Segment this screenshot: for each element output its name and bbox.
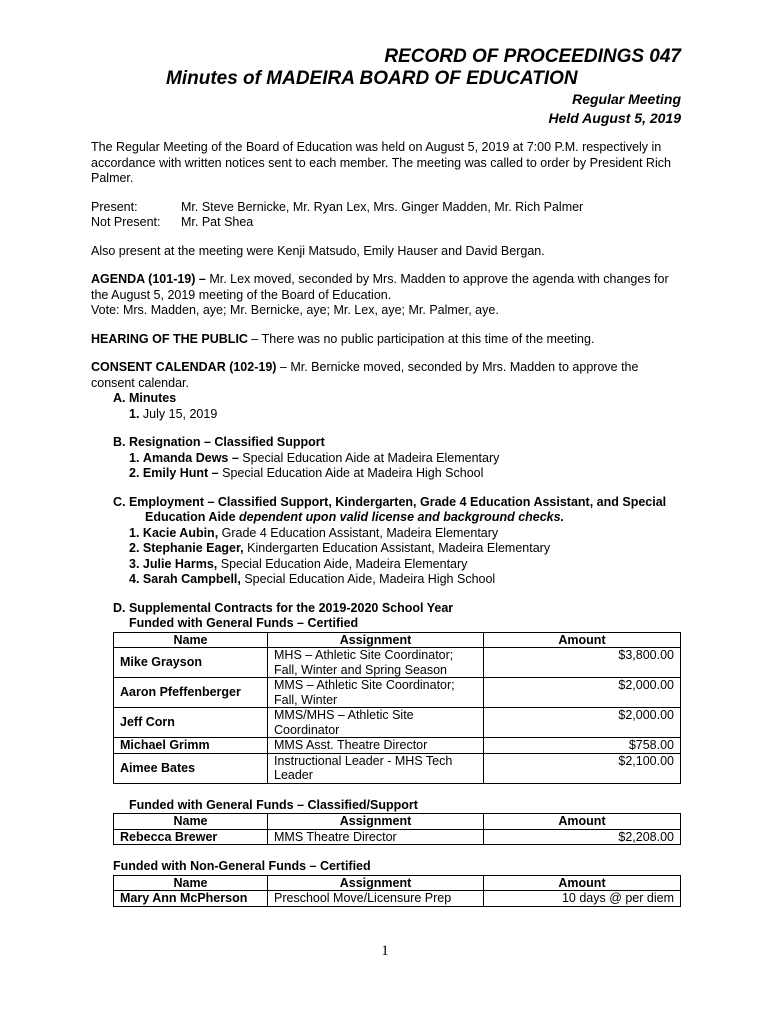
col-assignment-header: Assignment bbox=[268, 632, 484, 648]
group1-title: Funded with General Funds – Certified bbox=[129, 616, 359, 630]
cell-name: Aaron Pfeffenberger bbox=[114, 678, 268, 708]
intro-paragraph: The Regular Meeting of the Board of Education was held on August 5, 2019 at 7:00 P.M. respectively in accordance with written notices sent to each member. The meeting was called to order by President Rich Palmer. bbox=[91, 140, 671, 185]
item-desc: Grade 4 Education Assistant, Madeira Elementary bbox=[218, 525, 499, 540]
section-b-heading bbox=[91, 435, 681, 451]
list-item bbox=[91, 572, 681, 588]
table-row bbox=[114, 753, 681, 783]
table-row bbox=[114, 738, 681, 754]
item-text: July 15, 2019 bbox=[139, 406, 218, 421]
col-amount-header: Amount bbox=[484, 875, 681, 891]
meeting-type: Regular Meeting bbox=[572, 91, 681, 107]
agenda-heading: AGENDA (101-19) – bbox=[91, 272, 206, 286]
group3-title: Funded with Non-General Funds – Certified bbox=[113, 859, 371, 873]
also-present: Also present at the meeting were Kenji Matsudo, Emily Hauser and David Bergan. bbox=[91, 243, 545, 258]
item-name: Sarah Campbell, bbox=[142, 572, 241, 586]
cell-assignment: MMS/MHS – Athletic Site Coordinator bbox=[268, 708, 484, 738]
group2-title: Funded with General Funds – Classified/Support bbox=[129, 797, 418, 812]
contracts-table-non-general bbox=[113, 875, 681, 907]
consent-paragraph bbox=[91, 360, 681, 391]
col-amount-header: Amount bbox=[484, 632, 681, 648]
cell-assignment: MMS Asst. Theatre Director bbox=[268, 738, 484, 754]
item-name: Julie Harms, bbox=[142, 556, 218, 571]
cell-name: Rebecca Brewer bbox=[114, 829, 268, 845]
section-c-heading-2 bbox=[91, 510, 681, 526]
item-desc: Special Education Aide, Madeira Elementary bbox=[217, 556, 468, 571]
group2-heading bbox=[91, 798, 681, 814]
group3-heading bbox=[91, 859, 681, 875]
contracts-table-certified bbox=[113, 632, 681, 784]
item-number: 2. bbox=[129, 466, 140, 480]
item-desc: Special Education Aide at Madeira Elementary bbox=[238, 450, 500, 465]
cell-name: Mary Ann McPherson bbox=[114, 891, 268, 907]
col-name-header: Name bbox=[114, 814, 268, 830]
item-name: Emily Hunt – bbox=[142, 466, 219, 480]
cell-amount: $3,800.00 bbox=[484, 648, 681, 678]
cell-amount: 10 days @ per diem bbox=[484, 891, 681, 907]
section-c-heading bbox=[91, 495, 681, 511]
hearing-paragraph bbox=[91, 332, 681, 348]
minutes-title: Minutes of MADEIRA BOARD OF EDUCATION bbox=[166, 68, 578, 89]
item-number: 3. bbox=[129, 556, 140, 571]
item-desc: Special Education Aide at Madeira High School bbox=[218, 466, 484, 480]
hearing-text: – There was no public participation at this time of the meeting. bbox=[247, 331, 595, 346]
present-label: Present: bbox=[91, 199, 138, 214]
cell-name: Mike Grayson bbox=[114, 648, 268, 678]
consent-heading: CONSENT CALENDAR (102-19) bbox=[91, 360, 277, 374]
not-present-list: Mr. Pat Shea bbox=[181, 215, 254, 229]
cell-assignment: MMS Theatre Director bbox=[268, 829, 484, 845]
item-number: 4. bbox=[129, 572, 140, 586]
list-item bbox=[91, 451, 681, 467]
col-name-header: Name bbox=[114, 632, 268, 648]
section-c-title-2: Education Aide bbox=[145, 510, 236, 524]
group1-heading bbox=[91, 616, 681, 632]
section-a-heading bbox=[91, 391, 681, 407]
section-b-title: B. Resignation – Classified Support bbox=[113, 435, 325, 449]
not-present-label: Not Present: bbox=[91, 215, 161, 229]
item-desc: Special Education Aide, Madeira High School bbox=[240, 572, 496, 586]
section-a-title: A. Minutes bbox=[113, 391, 177, 405]
col-amount-header: Amount bbox=[484, 814, 681, 830]
list-item bbox=[91, 466, 681, 482]
col-assignment-header: Assignment bbox=[268, 814, 484, 830]
col-name-header: Name bbox=[114, 875, 268, 891]
present-list: Mr. Steve Bernicke, Mr. Ryan Lex, Mrs. Ginger Madden, Mr. Rich Palmer bbox=[181, 199, 584, 214]
list-item bbox=[91, 526, 681, 542]
cell-name: Aimee Bates bbox=[114, 753, 268, 783]
table-row bbox=[114, 678, 681, 708]
list-item bbox=[91, 557, 681, 573]
table-row bbox=[114, 708, 681, 738]
cell-name: Michael Grimm bbox=[114, 738, 268, 754]
agenda-vote: Vote: Mrs. Madden, aye; Mr. Bernicke, aye; Mr. Lex, aye; Mr. Palmer, aye. bbox=[91, 303, 499, 317]
item-name: Kacie Aubin, bbox=[142, 525, 219, 540]
item-name: Stephanie Eager, bbox=[142, 541, 244, 555]
item-number: 1. bbox=[129, 525, 140, 540]
table-row bbox=[114, 891, 681, 907]
list-item bbox=[91, 541, 681, 557]
section-d-heading bbox=[91, 601, 681, 617]
cell-assignment: Preschool Move/Licensure Prep bbox=[268, 891, 484, 907]
contracts-table-classified bbox=[113, 813, 681, 845]
cell-amount: $2,000.00 bbox=[484, 708, 681, 738]
hearing-heading: HEARING OF THE PUBLIC bbox=[91, 331, 248, 346]
table-row bbox=[114, 829, 681, 845]
not-present-row bbox=[91, 215, 681, 231]
cell-amount: $2,000.00 bbox=[484, 678, 681, 708]
table-header-row bbox=[114, 814, 681, 830]
item-number: 1. bbox=[129, 450, 140, 465]
present-row bbox=[91, 200, 681, 216]
meeting-date: Held August 5, 2019 bbox=[548, 110, 681, 126]
cell-assignment: MMS – Athletic Site Coordinator; Fall, Winter bbox=[268, 678, 484, 708]
table-header-row bbox=[114, 875, 681, 891]
document-page bbox=[91, 46, 681, 907]
cell-amount: $2,100.00 bbox=[484, 753, 681, 783]
page-number: 1 bbox=[381, 943, 389, 959]
cell-assignment: Instructional Leader - MHS Tech Leader bbox=[268, 753, 484, 783]
item-number: 2. bbox=[129, 541, 140, 555]
cell-amount: $2,208.00 bbox=[484, 829, 681, 845]
section-c-condition: dependent upon valid license and background checks. bbox=[235, 510, 565, 524]
item-number: 1. bbox=[129, 406, 140, 421]
table-row bbox=[114, 648, 681, 678]
record-title: RECORD OF PROCEEDINGS 047 bbox=[384, 46, 681, 67]
item-desc: Kindergarten Education Assistant, Madeira Elementary bbox=[243, 541, 551, 555]
section-c-title: C. Employment – Classified Support, Kindergarten, Grade 4 Education Assistant, and Special bbox=[113, 494, 667, 509]
agenda-paragraph bbox=[91, 272, 681, 303]
cell-name: Jeff Corn bbox=[114, 708, 268, 738]
section-d-title: D. Supplemental Contracts for the 2019-2020 School Year bbox=[113, 600, 454, 615]
section-a-item bbox=[91, 407, 681, 423]
col-assignment-header: Assignment bbox=[268, 875, 484, 891]
agenda-text: Mr. Lex moved, seconded by Mrs. Madden to approve the agenda with changes for the August 5, 2019 meeting of the Board of Education. bbox=[91, 272, 669, 302]
cell-assignment: MHS – Athletic Site Coordinator; Fall, Winter and Spring Season bbox=[268, 648, 484, 678]
cell-amount: $758.00 bbox=[484, 738, 681, 754]
item-name: Amanda Dews – bbox=[142, 450, 239, 465]
consent-text: – Mr. Bernicke moved, seconded by Mrs. Madden to approve the consent calendar. bbox=[91, 360, 639, 390]
table-header-row bbox=[114, 632, 681, 648]
